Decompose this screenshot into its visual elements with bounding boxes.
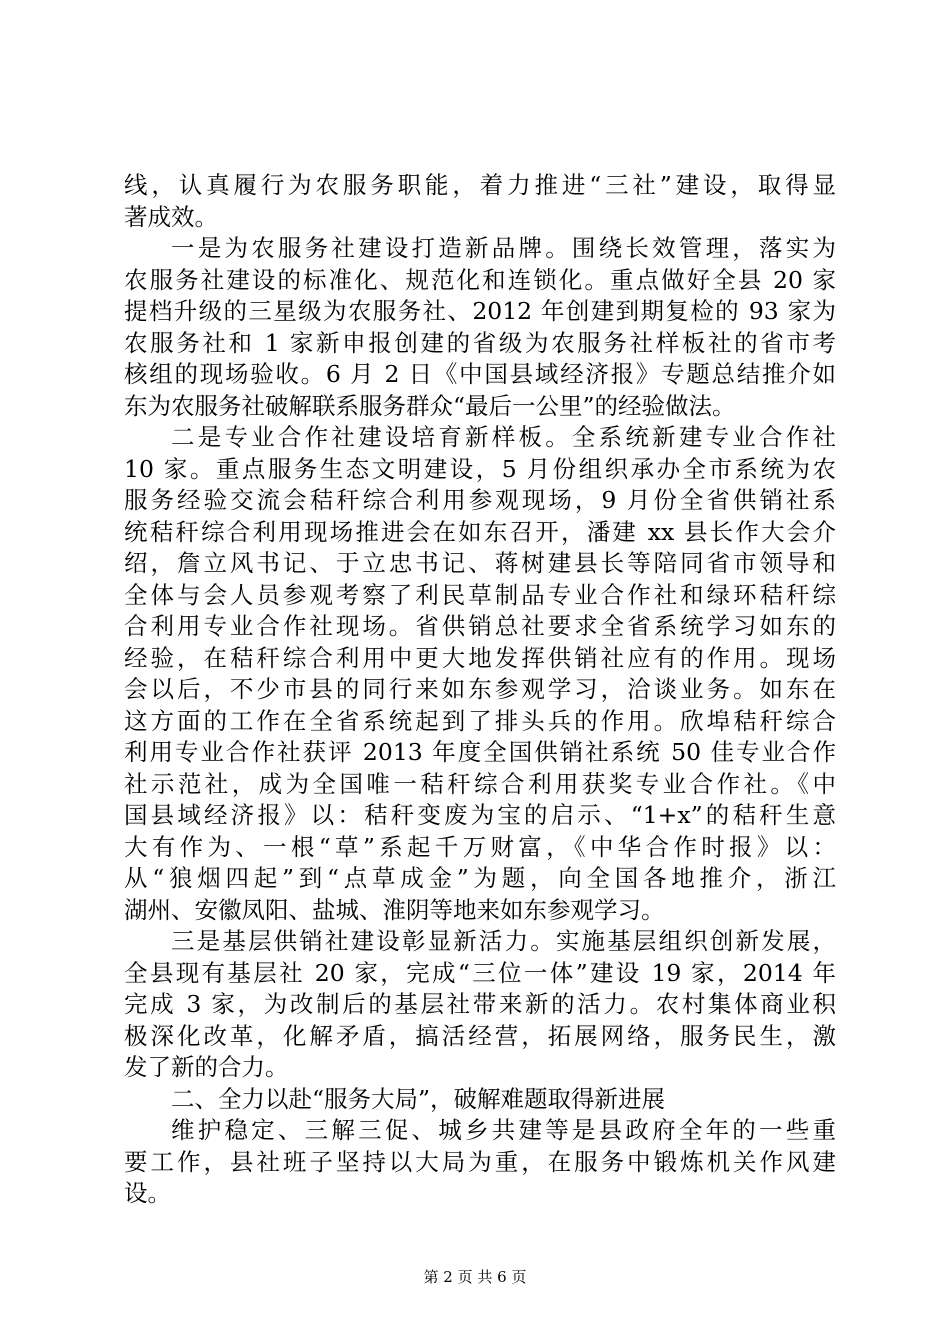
- text-line: 极深化改革，化解矛盾，搞活经营，拓展网络，服务民生，激: [124, 1021, 836, 1050]
- text-line: 农服务社建设的标准化、规范化和连锁化。重点做好全县 20 家: [124, 265, 836, 294]
- text-line: 一是为农服务社建设打造新品牌。围绕长效管理，落实为: [171, 234, 836, 262]
- text-line: 线，认真履行为农服务职能，着力推进“三社”建设，取得显: [124, 171, 836, 199]
- text-line: 提档升级的三星级为农服务社、2012 年创建到期复检的 93 家为: [124, 297, 836, 325]
- text-line: 全体与会人员参观考察了利民草制品专业合作社和绿环秸秆综: [124, 580, 836, 609]
- text-line: 服务经验交流会秸秆综合利用参观现场，9 月份全省供销社系: [124, 486, 836, 514]
- text-line: 发了新的合力。: [124, 1053, 289, 1081]
- text-line: 会以后，不少市县的同行来如东参观学习，洽谈业务。如东在: [124, 675, 836, 703]
- text-line: 合利用专业合作社现场。省供销总社要求全省系统学习如东的: [124, 612, 836, 640]
- text-line: 要工作，县社班子坚持以大局为重，在服务中锻炼机关作风建: [124, 1147, 836, 1176]
- document-body: [124, 170, 836, 1210]
- text-line: 著成效。: [124, 202, 218, 231]
- text-line: 大有作为、一根“草”系起千万财富，《中华合作时报》以：: [124, 832, 836, 861]
- text-line: 农服务社和 1 家新申报创建的省级为农服务社样板社的省市考: [124, 328, 836, 357]
- text-line: 完成 3 家，为改制后的基层社带来新的活力。农村集体商业积: [124, 990, 836, 1018]
- text-line: 统秸秆综合利用现场推进会在如东召开，潘建 xx 县长作大会介: [124, 517, 836, 546]
- text-line: 从“狼烟四起”到“点草成金”为题，向全国各地推介，浙江: [124, 864, 836, 892]
- text-line: 10 家。重点服务生态文明建设，5 月份组织承办全市系统为农: [124, 454, 836, 483]
- text-line: 维护稳定、三解三促、城乡共建等是县政府全年的一些重: [171, 1116, 836, 1144]
- text-line: 设。: [124, 1179, 171, 1207]
- text-line: 绍，詹立风书记、于立忠书记、蒋树建县长等陪同省市领导和: [124, 549, 836, 577]
- text-line: 湖州、安徽凤阳、盐城、淮阴等地来如东参观学习。: [124, 895, 665, 924]
- text-line: 核组的现场验收。6 月 2 日《中国县域经济报》专题总结推介如: [124, 360, 836, 388]
- text-line: 三是基层供销社建设彰显新活力。实施基层组织创新发展，: [171, 927, 836, 955]
- page-number-footer: 第 2 页 共 6 页: [423, 1268, 527, 1286]
- text-line: 利用专业合作社获评 2013 年度全国供销社系统 50 佳专业合作: [124, 738, 836, 766]
- text-line: 东为农服务社破解联系服务群众“最后一公里”的经验做法。: [124, 391, 736, 420]
- text-line: 国县域经济报》以：秸秆变废为宝的启示、“1+x”的秸秆生意: [124, 801, 836, 829]
- text-line: 这方面的工作在全省系统起到了排头兵的作用。欣埠秸秆综合: [124, 706, 836, 735]
- text-line: 二、全力以赴“服务大局”，破解难题取得新进展: [171, 1084, 666, 1113]
- text-line: 经验，在秸秆综合利用中更大地发挥供销社应有的作用。现场: [124, 643, 836, 672]
- text-line: 二是专业合作社建设培育新样板。全系统新建专业合作社: [171, 423, 836, 451]
- text-line: 全县现有基层社 20 家，完成“三位一体”建设 19 家，2014 年: [124, 958, 836, 987]
- text-line: 社示范社，成为全国唯一秸秆综合利用获奖专业合作社。《中: [124, 769, 836, 798]
